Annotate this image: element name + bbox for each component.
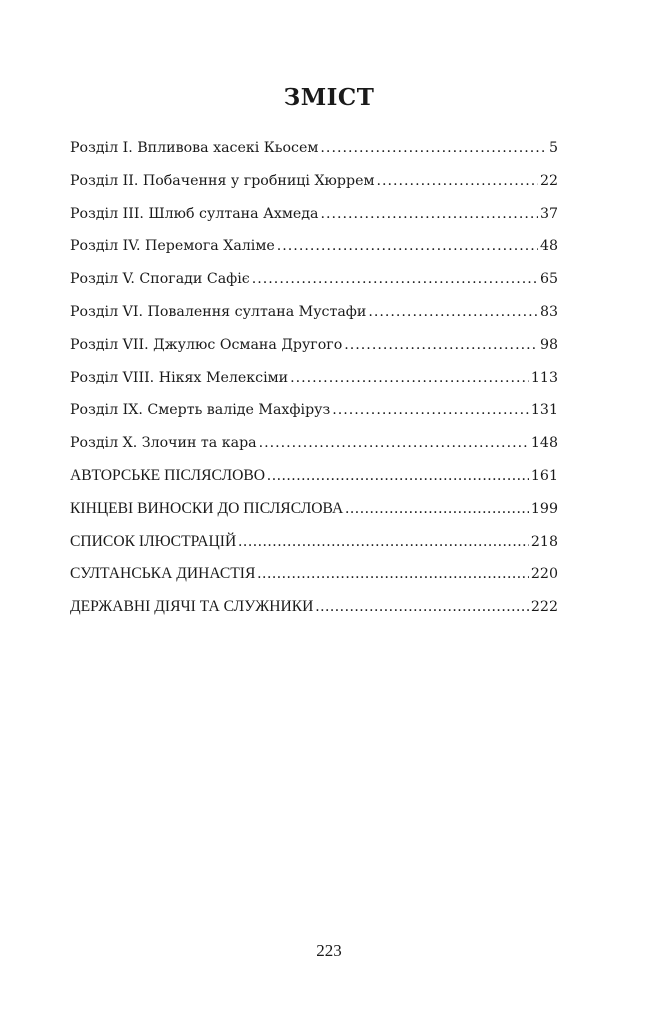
- toc-entry-title: Розділ VII. Джулюс Османа Другого: [70, 336, 343, 353]
- toc-entry-title: ДЕРЖАВНІ ДІЯЧІ ТА СЛУЖНИКИ: [70, 598, 314, 616]
- toc-entry-title: СУЛТАНСЬКА ДИНАСТІЯ: [70, 565, 256, 583]
- toc-dot-leader: [290, 362, 529, 395]
- toc-dot-leader: [377, 165, 538, 198]
- toc-entry: [70, 296, 558, 329]
- toc-entry-page: 222: [530, 599, 558, 616]
- toc-dot-leader: [320, 198, 537, 231]
- toc-dot-leader: [344, 329, 538, 362]
- toc-entry-page: 218: [530, 533, 558, 550]
- toc-entry-page: 22: [539, 172, 558, 189]
- toc-entry-page: 5: [548, 140, 558, 156]
- toc-entry-title: Розділ IV. Перемога Халіме: [70, 238, 275, 255]
- toc-dot-leader: [259, 427, 529, 460]
- toc-entry-page: 98: [539, 336, 558, 353]
- toc-entry-page: 199: [530, 500, 558, 517]
- toc-entry-page: 48: [539, 238, 558, 255]
- toc-title: ЗМІСТ: [283, 84, 375, 111]
- toc-entry-title: Розділ X. Злочин та кара: [70, 435, 257, 452]
- toc-dot-leader: [252, 263, 538, 296]
- toc-entry: [70, 362, 558, 395]
- toc-entry-title: Розділ VIII. Нікях Мелексіми: [70, 369, 289, 386]
- toc-entry-title: СПИСОК ІЛЮСТРАЦІЙ: [70, 532, 237, 550]
- toc-entry-page: 37: [539, 205, 558, 222]
- toc-entry: [70, 329, 558, 362]
- toc-entry-page: 113: [530, 369, 558, 386]
- toc-dot-leader: [267, 460, 529, 493]
- toc-entry: [70, 493, 558, 526]
- toc-entry: [70, 460, 558, 493]
- toc-list: [70, 132, 558, 624]
- toc-dot-leader: [332, 394, 529, 427]
- toc-entry-page: 65: [539, 271, 558, 288]
- toc-entry: [70, 165, 558, 198]
- toc-entry-title: Розділ IX. Смерть валіде Махфіруз: [70, 402, 331, 419]
- toc-dot-leader: [238, 526, 529, 559]
- toc-dot-leader: [257, 558, 529, 591]
- toc-entry-page: 220: [530, 566, 558, 583]
- toc-entry-page: 83: [539, 303, 558, 320]
- toc-entry-title: Розділ II. Побачення у гробниці Хюррем: [70, 172, 375, 189]
- page-number: 223: [316, 941, 342, 960]
- toc-entry-title: Розділ I. Впливова хасекі Кьосем: [70, 140, 319, 156]
- toc-entry-title: Розділ III. Шлюб султана Ахмеда: [70, 205, 319, 222]
- toc-dot-leader: [277, 230, 538, 263]
- toc-entry: [70, 526, 558, 559]
- toc-dot-leader: [315, 591, 528, 624]
- toc-entry-page: 131: [530, 402, 558, 419]
- toc-dot-leader: [345, 493, 529, 526]
- toc-entry: [70, 394, 558, 427]
- toc-entry: [70, 198, 558, 231]
- toc-entry-page: 148: [530, 435, 558, 452]
- toc-entry: [70, 132, 558, 165]
- toc-entry-title: Розділ V. Спогади Сафіє: [70, 271, 250, 288]
- toc-entry: [70, 591, 558, 624]
- toc-entry: [70, 558, 558, 591]
- toc-entry-page: 161: [530, 467, 558, 484]
- toc-entry-title: АВТОРСЬКЕ ПІСЛЯСЛОВО: [70, 466, 266, 484]
- toc-entry: [70, 427, 558, 460]
- toc-entry: [70, 263, 558, 296]
- toc-entry: [70, 230, 558, 263]
- toc-dot-leader: [368, 296, 538, 329]
- toc-entry-title: КІНЦЕВІ ВИНОСКИ ДО ПІСЛЯСЛОВА: [70, 499, 344, 517]
- toc-dot-leader: [320, 132, 547, 165]
- toc-entry-title: Розділ VI. Повалення султана Мустафи: [70, 303, 367, 320]
